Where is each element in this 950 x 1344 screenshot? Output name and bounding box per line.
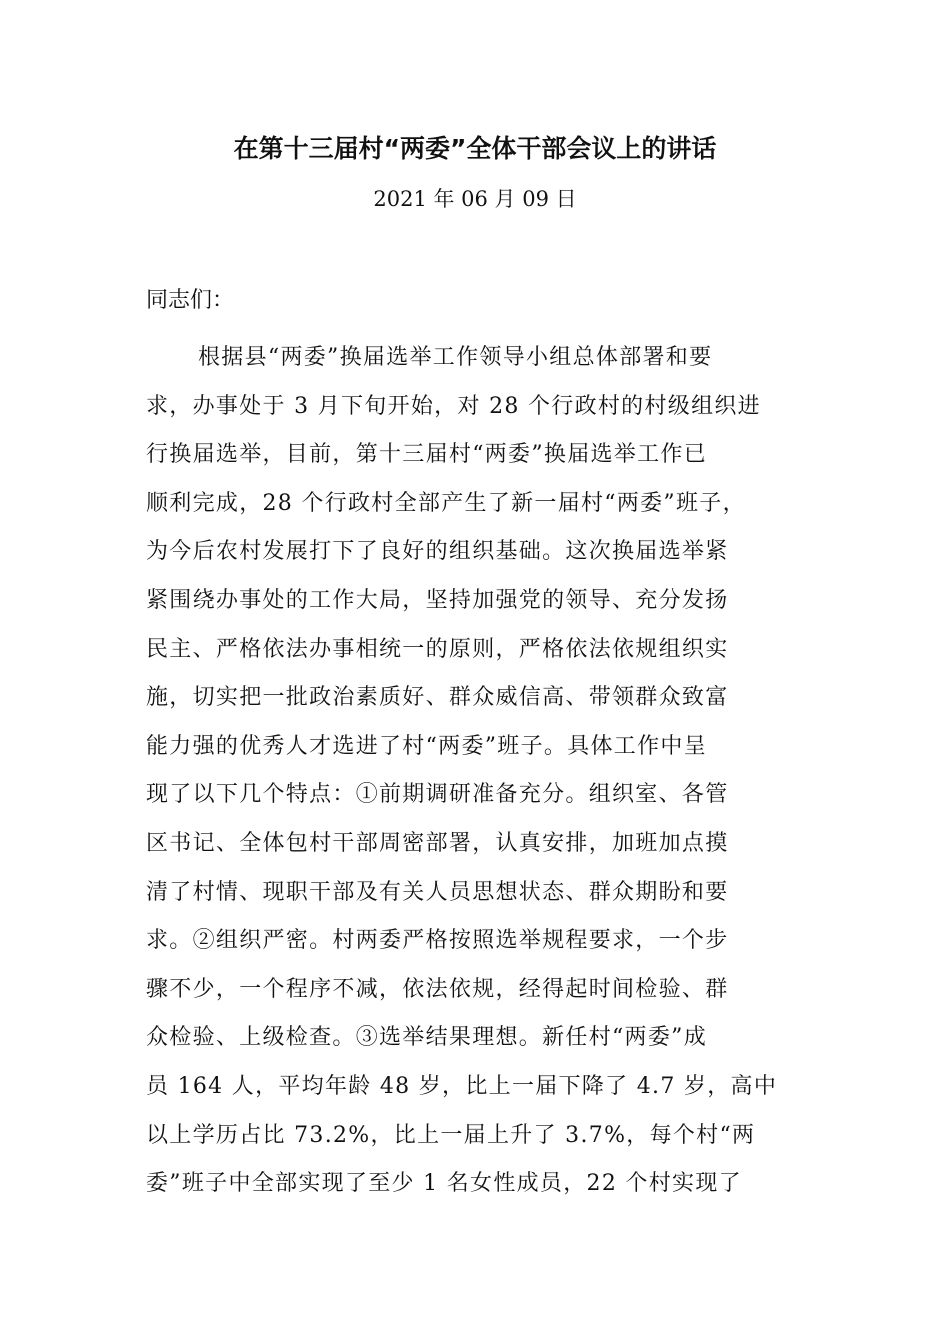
body-line: 根据县“两委”换届选举工作领导小组总体部署和要: [198, 345, 713, 370]
body-paragraph: [146, 334, 826, 1209]
body-line: 员 164 人，平均年龄 48 岁，比上一届下降了 4.7 岁，高中: [146, 1073, 778, 1099]
body-line: 为今后农村发展打下了良好的组织基础。这次换届选举紧: [146, 539, 729, 565]
body-line: 能力强的优秀人才选进了村“两委”班子。具体工作中呈: [146, 733, 707, 759]
body-line: 求，办事处于 3 月下旬开始，对 28 个行政村的村级组织进: [146, 393, 761, 419]
body-line: 求。②组织严密。村两委严格按照选举规程要求，一个步: [146, 928, 729, 954]
body-line: 清了村情、现职干部及有关人员思想状态、群众期盼和要: [146, 879, 729, 905]
body-line: 现了以下几个特点：①前期调研准备充分。组织室、各管: [146, 782, 729, 808]
body-line: 骤不少，一个程序不减，依法依规，经得起时间检验、群: [146, 976, 729, 1002]
body-line: 施，切实把一批政治素质好、群众威信高、带领群众致富: [146, 685, 729, 711]
greeting: 同志们：: [146, 288, 235, 313]
document-date: 2021 年 06 月 09 日: [373, 187, 577, 211]
document-title: 在第十三届村“两委”全体干部会议上的讲话: [233, 134, 717, 163]
body-line: 区书记、全体包村干部周密部署，认真安排，加班加点摸: [146, 830, 729, 856]
body-line: 行换届选举，目前，第十三届村“两委”换届选举工作已: [146, 442, 707, 468]
body-line: 委”班子中全部实现了至少 1 名女性成员，22 个村实现了: [146, 1171, 742, 1197]
body-line: 紧围绕办事处的工作大局，坚持加强党的领导、充分发扬: [146, 587, 729, 613]
body-line: 以上学历占比 73.2%，比上一届上升了 3.7%，每个村“两: [146, 1122, 756, 1148]
body-line: 民主、严格依法办事相统一的原则，严格依法依规组织实: [146, 636, 729, 662]
body-line: 顺利完成，28 个行政村全部产生了新一届村“两委”班子，: [146, 490, 746, 516]
body-line: 众检验、上级检查。③选举结果理想。新任村“两委”成: [146, 1025, 707, 1051]
